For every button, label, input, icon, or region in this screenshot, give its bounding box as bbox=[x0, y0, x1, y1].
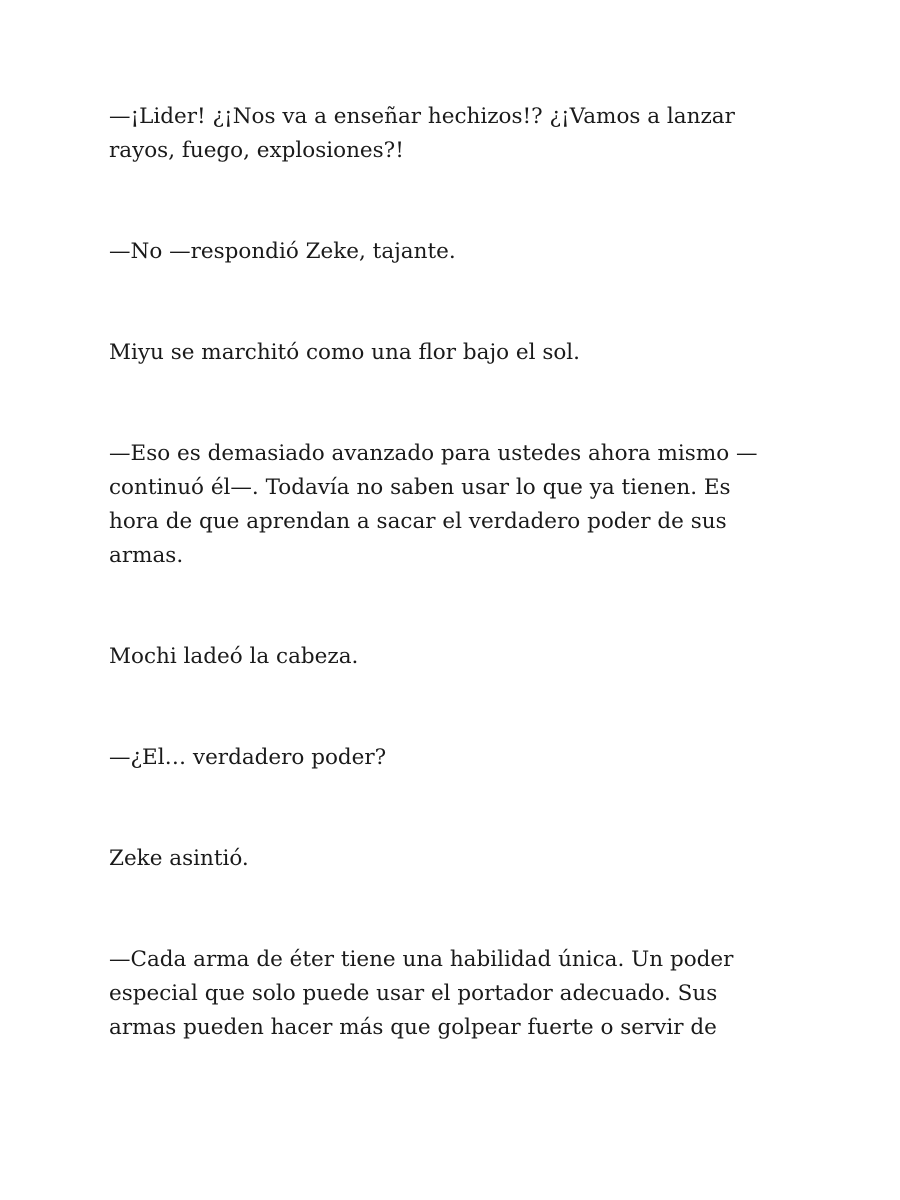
paragraph-3: Miyu se marchitó como una flor bajo el sol. bbox=[109, 340, 581, 365]
text-column bbox=[109, 100, 769, 1045]
paragraph-5: Mochi ladeó la cabeza. bbox=[109, 644, 359, 669]
paragraph-7: Zeke asintió. bbox=[109, 846, 249, 871]
paragraph-8: —Cada arma de éter tiene una habilidad única. Un poder especial que solo puede usar el portador adecuado. Sus armas pueden hacer más que golpear fuerte o servir de bbox=[109, 947, 734, 1040]
paragraph-1: —¡Lider! ¿¡Nos va a enseñar hechizos!? ¿¡Vamos a lanzar rayos, fuego, explosiones?! bbox=[109, 104, 735, 163]
paragraph-6: —¿El… verdadero poder? bbox=[109, 745, 387, 770]
paragraph-4: —Eso es demasiado avanzado para ustedes ahora mismo —continuó él—. Todavía no saben usar lo que ya tienen. Es hora de que aprendan a sacar el verdadero poder de sus armas. bbox=[109, 441, 758, 568]
paragraph-2: —No —respondió Zeke, tajante. bbox=[109, 239, 456, 264]
